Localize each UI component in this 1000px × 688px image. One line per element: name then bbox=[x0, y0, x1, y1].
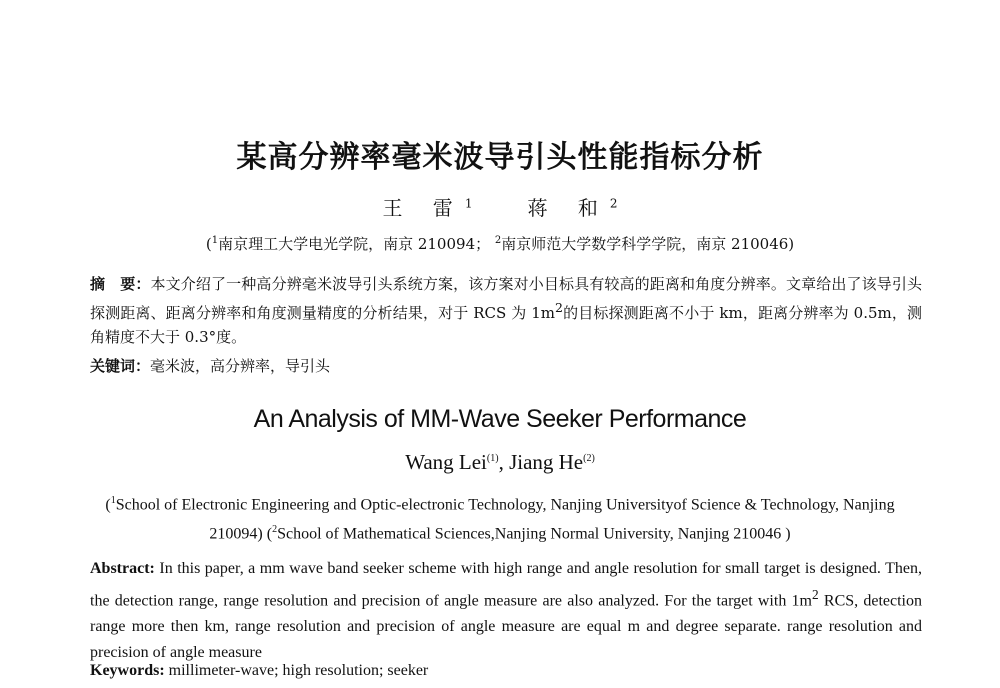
chinese-keywords bbox=[90, 355, 922, 376]
english-affil-open: ( bbox=[105, 496, 111, 514]
english-affiliations bbox=[80, 488, 920, 547]
english-affil-2: School of Mathematical Sciences,Nanjing Normal University, Nanjing 210046 ) bbox=[277, 525, 791, 543]
chinese-author-2-sup: 2 bbox=[609, 196, 618, 211]
english-abstract-label: Abstract: bbox=[90, 560, 155, 577]
english-author-1-sup: (1) bbox=[486, 453, 499, 464]
chinese-abstract-label: 摘 要： bbox=[90, 275, 151, 293]
english-affil-sup-2: 2 bbox=[272, 524, 278, 536]
chinese-affil-sup-2: 2 bbox=[494, 235, 502, 246]
english-keywords-label: Keywords: bbox=[90, 662, 165, 679]
chinese-authors bbox=[0, 192, 1000, 221]
english-authors bbox=[0, 450, 1000, 475]
english-abstract-sup: 2 bbox=[812, 587, 819, 602]
chinese-title: 某高分辨率毫米波导引头性能指标分析 bbox=[236, 140, 764, 175]
english-author-2: , Jiang He bbox=[498, 450, 584, 474]
english-affil-1: School of Electronic Engineering and Optic-electronic Technology, Nanjing Universityof Science & Technology, Nanjing 210094) ( bbox=[115, 496, 895, 543]
english-author-2-sup: (2) bbox=[583, 453, 595, 464]
english-abstract bbox=[90, 556, 922, 666]
chinese-keywords-label: 关键词： bbox=[90, 357, 151, 375]
chinese-abstract-sup: 2 bbox=[555, 300, 563, 315]
english-affil-sup-1: 1 bbox=[110, 495, 116, 506]
chinese-affiliations bbox=[0, 233, 1000, 254]
english-keywords bbox=[90, 662, 922, 680]
chinese-affil-1: 南京理工大学电光学院，南京 210094； bbox=[218, 235, 491, 253]
chinese-affil-2: 南京师范大学数学科学学院，南京 210046) bbox=[501, 235, 795, 253]
chinese-keywords-text: 毫米波，高分辨率，导引头 bbox=[150, 357, 331, 375]
english-title: An Analysis of MM-Wave Seeker Performance bbox=[253, 405, 747, 433]
chinese-author-1: 王 雷 bbox=[382, 196, 465, 220]
chinese-abstract bbox=[90, 272, 922, 349]
chinese-affil-open: ( bbox=[205, 235, 212, 253]
chinese-abstract-text-1: 本文介绍了一种高分辨毫米波导引头系统方案，该方案对小目标具有较高的距离和角度分辨率。文章给出了该导引头探测距离、距离分辨率和角度测量精度的分析结果，对于 RCS 为 1m bbox=[90, 275, 922, 322]
chinese-affil-sup-1: 1 bbox=[211, 235, 219, 246]
chinese-author-2: 蒋 和 bbox=[527, 196, 610, 220]
english-keywords-text: millimeter-wave; high resolution; seeker bbox=[164, 662, 429, 679]
chinese-author-1-sup: 1 bbox=[464, 196, 473, 211]
english-abstract-text-1: In this paper, a mm wave band seeker scheme with high range and angle resolution for small target is designed. Then, the detection range, range resolution and precision of angle measure are also analyzed. For the target with 1m bbox=[90, 560, 922, 610]
chinese-abstract-text-2: 的目标探测距离不小于 km，距离分辨率为 0.5m，测角精度不大于 0.3°度。 bbox=[90, 304, 923, 346]
english-abstract-text-2: RCS, detection range more then km, range resolution and precision of angle measure are equal m and degree separate. range resolution and precision of angle measure bbox=[90, 592, 922, 662]
english-author-1: Wang Lei bbox=[405, 450, 487, 474]
